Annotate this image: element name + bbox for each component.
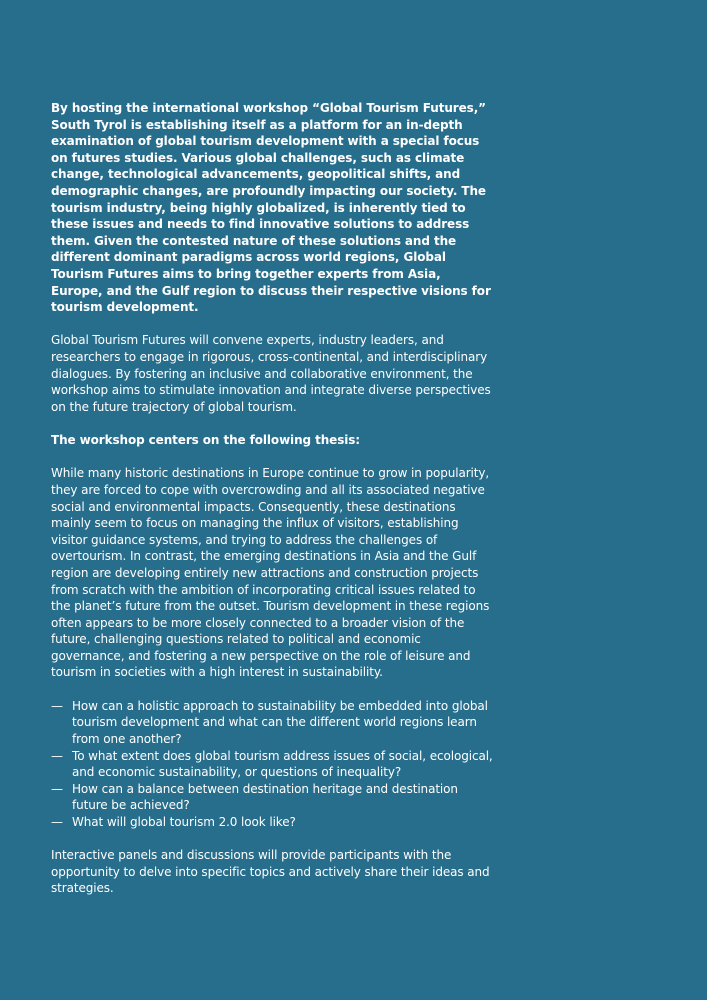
text-column — [51, 100, 496, 914]
thesis-heading: The workshop centers on the following thesis: — [51, 433, 361, 448]
bullet-dash: — — [51, 781, 63, 796]
questions-list — [51, 698, 496, 831]
bullet-dash: — — [51, 698, 63, 713]
question-text: How can a holistic approach to sustainability be embedded into global tourism development and what can the different world regions learn from one another? — [72, 698, 488, 746]
question-text: To what extent does global tourism address issues of social, ecological, and economic sustainability, or questions of inequality? — [72, 748, 493, 780]
question-item — [51, 814, 496, 831]
question-text: How can a balance between destination heritage and destination future be achieved? — [72, 781, 458, 813]
closing-paragraph: Interactive panels and discussions will provide participants with the opportunity to delve into specific topics and actively share their ideas and strategies. — [51, 848, 490, 896]
question-item — [51, 781, 496, 814]
question-text: What will global tourism 2.0 look like? — [72, 814, 296, 829]
question-item — [51, 748, 496, 781]
intro-paragraph: By hosting the international workshop “Global Tourism Futures,” South Tyrol is establishing itself as a platform for an in-depth examination of global tourism development with a special focus on futures studies. Various global challenges, such as climate change, technological advancements, geopolitical shifts, and demographic changes, are profoundly impacting our society. The tourism industry, being highly globalized, is inherently tied to these issues and needs to find innovative solutions to address them. Given the contested nature of these solutions and the different dominant paradigms across world regions, Global Tourism Futures aims to bring together experts from Asia, Europe, and the Gulf region to discuss their respective visions for tourism development. — [51, 101, 491, 315]
bullet-dash: — — [51, 748, 63, 763]
bullet-dash: — — [51, 814, 63, 829]
thesis-paragraph: While many historic destinations in Europe continue to grow in popularity, they are forced to cope with overcrowding and all its associated negative social and environmental impacts. Consequently, these destinations mainly seem to focus on managing the influx of visitors, establishing visitor guidance systems, and trying to address the challenges of overtourism. In contrast, the emerging destinations in Asia and the Gulf region are developing entirely new attractions and construction projects from scratch with the ambition of incorporating critical issues related to the planet’s future from the outset. Tourism development in these regions often appears to be more closely connected to a broader vision of the future, challenging questions related to political and economic governance, and fostering a new perspective on the role of leisure and tourism in societies with a high interest in sustainability. — [51, 466, 490, 680]
convene-paragraph: Global Tourism Futures will convene experts, industry leaders, and researchers to engage in rigorous, cross-continental, and interdisciplinary dialogues. By fostering an inclusive and collaborative environment, the workshop aims to stimulate innovation and integrate diverse perspectives on the future trajectory of global tourism. — [51, 333, 491, 414]
question-item — [51, 698, 496, 748]
